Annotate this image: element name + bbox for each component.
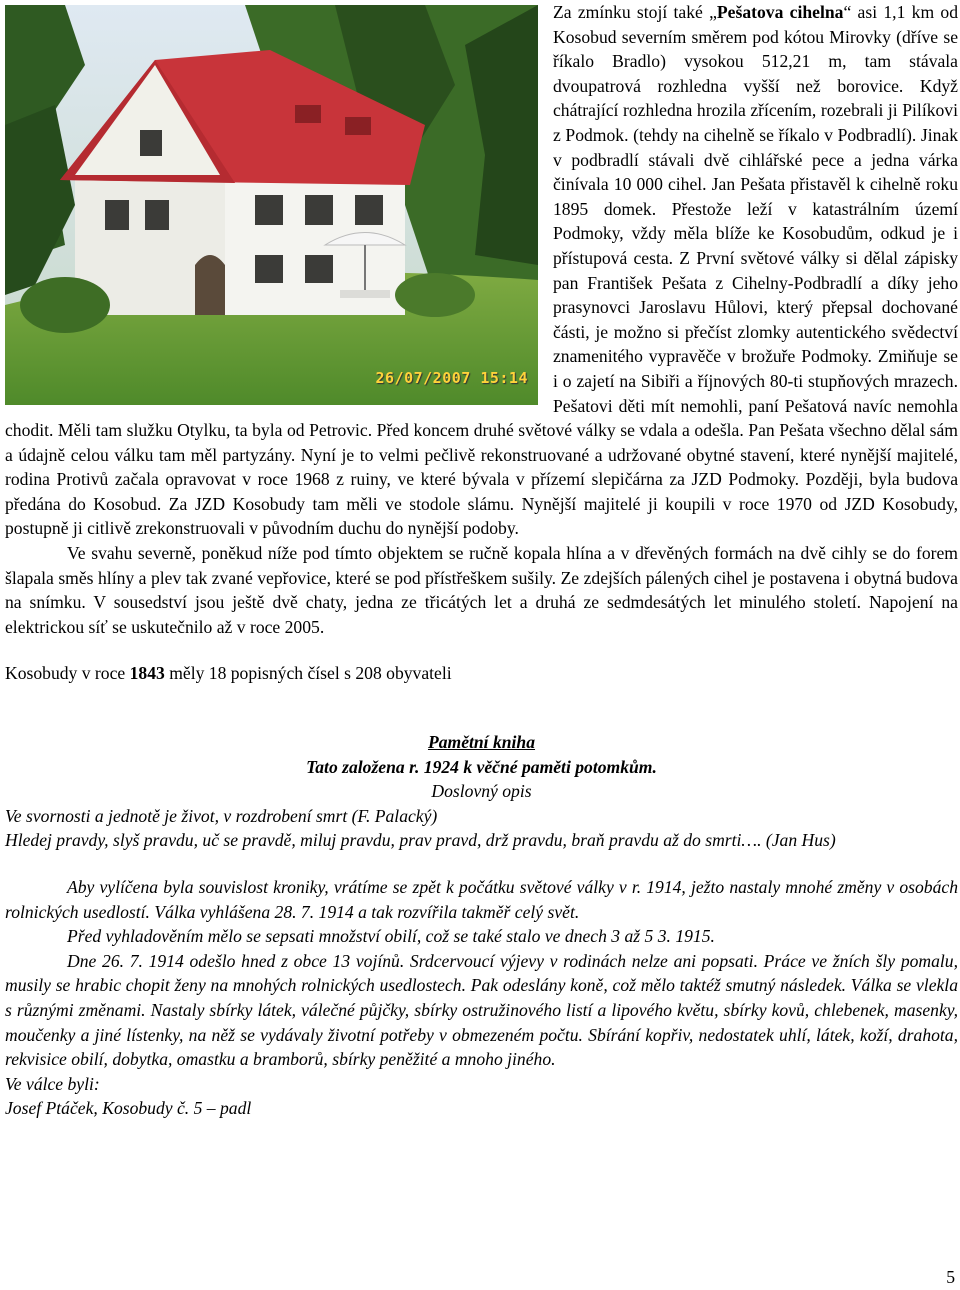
intro-text-b: “ asi 1,1 km od Kosobud severním směrem pod kótou Mirovky (dříve se říkalo Bradlo) vysokou 512,21 m, tam stávala dvoupatrová rozhledna vyšší než borovice. Když chátrající rozhledna hrozila zřícením, rozebrali ji Pilíkovi z Podmok. (tehdy na cihelně se říkalo v Podbradlí). Jinak v podbradlí stávali dvě cihlářské pece a jedna várka činívala 10 000 cihel. Jan Pešata přistavěl k cihelně roku 1895 domek. Přestože leží v katastrálním území Podmoky, vždy měla blíže ke Kosobudům, odkud je i přístupová cesta. Z První světové války si dělal zápisky pan František Pešata z Cihelny-Podbradlí a díky jeho prasynovci Jaroslavu Hůlovi, který přepsal dochované části, je možno si přečíst zlomky autentického svědectví znamenitého vypravěče v brožuře Podmoky. Zmiňuje se i o zajetí na Sibiři a říjnových 80-ti stupňových mrazech. Pešatovi děti mít nemohli, paní Pešatová navíc nemohla chodit. Měli tam služku Otylku, ta byla od Petrovic. Před koncem druhé světové války se vdala a odešla. Pan Pešata všechno dělal sám a údajně celou válku tam měl partyzány. Nyní je to velmi pečlivě rekonstruované a udržované obytné stavení, které nynější majitelé, rodina Protivů začala opravovat v roce 1968 z ruiny, ve které bývala v přízemí slepičárna za JZD Podmoky. Později, byla budova předána do Kosobud. Za JZD Kosobudy tam měli ve stodole slámu. Nynější majitelé ji koupili v roce 1970 od JZD Kosobudy, postupně ji citlivě zrekonstruovali v původním duchu do nynější podoby. — [5, 2, 959, 539]
slope-paragraph: Ve svahu severně, poněkud níže pod tímto objektem se ručně kopala hlína a v dřevěných formách na dvě cihly se do forem šlapala směs hlíny a plev tak zvané vepřovice, které se pod přístřeškem sušily. Ze zdejších pálených cihel je postavena i obytná budova na snímku. V sousedství jsou ještě dvě chaty, jedna ze třicátých let a druhá ze sedmdesátých let minulého století. Napojení na elektrickou síť se uskutečnilo až v roce 2005. — [5, 543, 958, 637]
chronicle-paragraph-3: Dne 26. 7. 1914 odešlo hned z obce 13 vojínů. Srdcervoucí výjevy v rodinách nelze ani popsati. Práce ve žních šly pomalu, musily se hrabic chopit ženy na mnohých rolnických usedlostech. Pak odeslány koně, což mělo taktéž smutný následek. Válka se vlekla s různými změnami. Nastaly sbírky látek, válečné půjčky, sbírky ostružinového listí a lipového květu, sbírky kovů, chlebenek, masenky, moučenky a jiné lístenky, na něž se vydávaly životní potřeby v obmezeném počtu. Sbírání kopřiv, nedostatek uhlí, látek, koží, drahota, rekvisice obilí, dobytka, omastku a bramborů, sbírky peněžité a mnoho jiného. — [5, 950, 958, 1070]
chronicle-subtitle: Tato založena r. 1924 k věčné paměti potomkům. — [306, 756, 657, 777]
population-year: 1843 — [129, 663, 165, 684]
house-photo — [5, 5, 538, 405]
population-line: Kosobudy v roce 1843 měly 18 popisných čísel s 208 obyvateli — [5, 663, 452, 684]
motto-hus: Hledej pravdy, slyš pravdu, uč se pravdě, miluj pravdu, prav pravd, drž pravdu, braň pravdu až do smrti…. (Jan Hus) — [5, 830, 836, 851]
motto-palacky: Ve svornosti a jednotě je život, v rozdrobení smrt (F. Palacký) — [5, 805, 438, 826]
chronicle-paragraph-2: Před vyhladověním mělo se sepsati množství obilí, což se také stalo ve dnech 3 až 5 3. 1915. — [67, 926, 715, 947]
intro-paragraph — [5, 0, 958, 541]
photo-date-stamp: 26/07/2007 15:14 — [375, 369, 528, 388]
intro-text-a: Za zmínku stojí také „ — [553, 2, 717, 22]
chronicle-paragraph-1: Aby vylíčena byla souvislost kroniky, vrátíme se zpět k počátku světové války v r. 1914, ježto nastaly mnohé změny v osobách rolnických usedlostí. Válka vyhlášena 28. 7. 1914 a tak rozvířila takměř celý svět. — [5, 877, 958, 922]
chronicle-title: Pamětní kniha — [427, 732, 536, 753]
chronicle-soldier-entry: Josef Ptáček, Kosobudy č. 5 – padl — [5, 1098, 252, 1119]
chronicle-note: Doslovný opis — [431, 781, 532, 802]
page-content — [5, 0, 958, 1121]
page-number: 5 — [946, 1267, 955, 1287]
house-photo-image — [5, 5, 538, 405]
chronicle-soldiers-heading: Ve válce byli: — [5, 1073, 100, 1094]
brickworks-name: Pešatova cihelna — [716, 2, 844, 22]
